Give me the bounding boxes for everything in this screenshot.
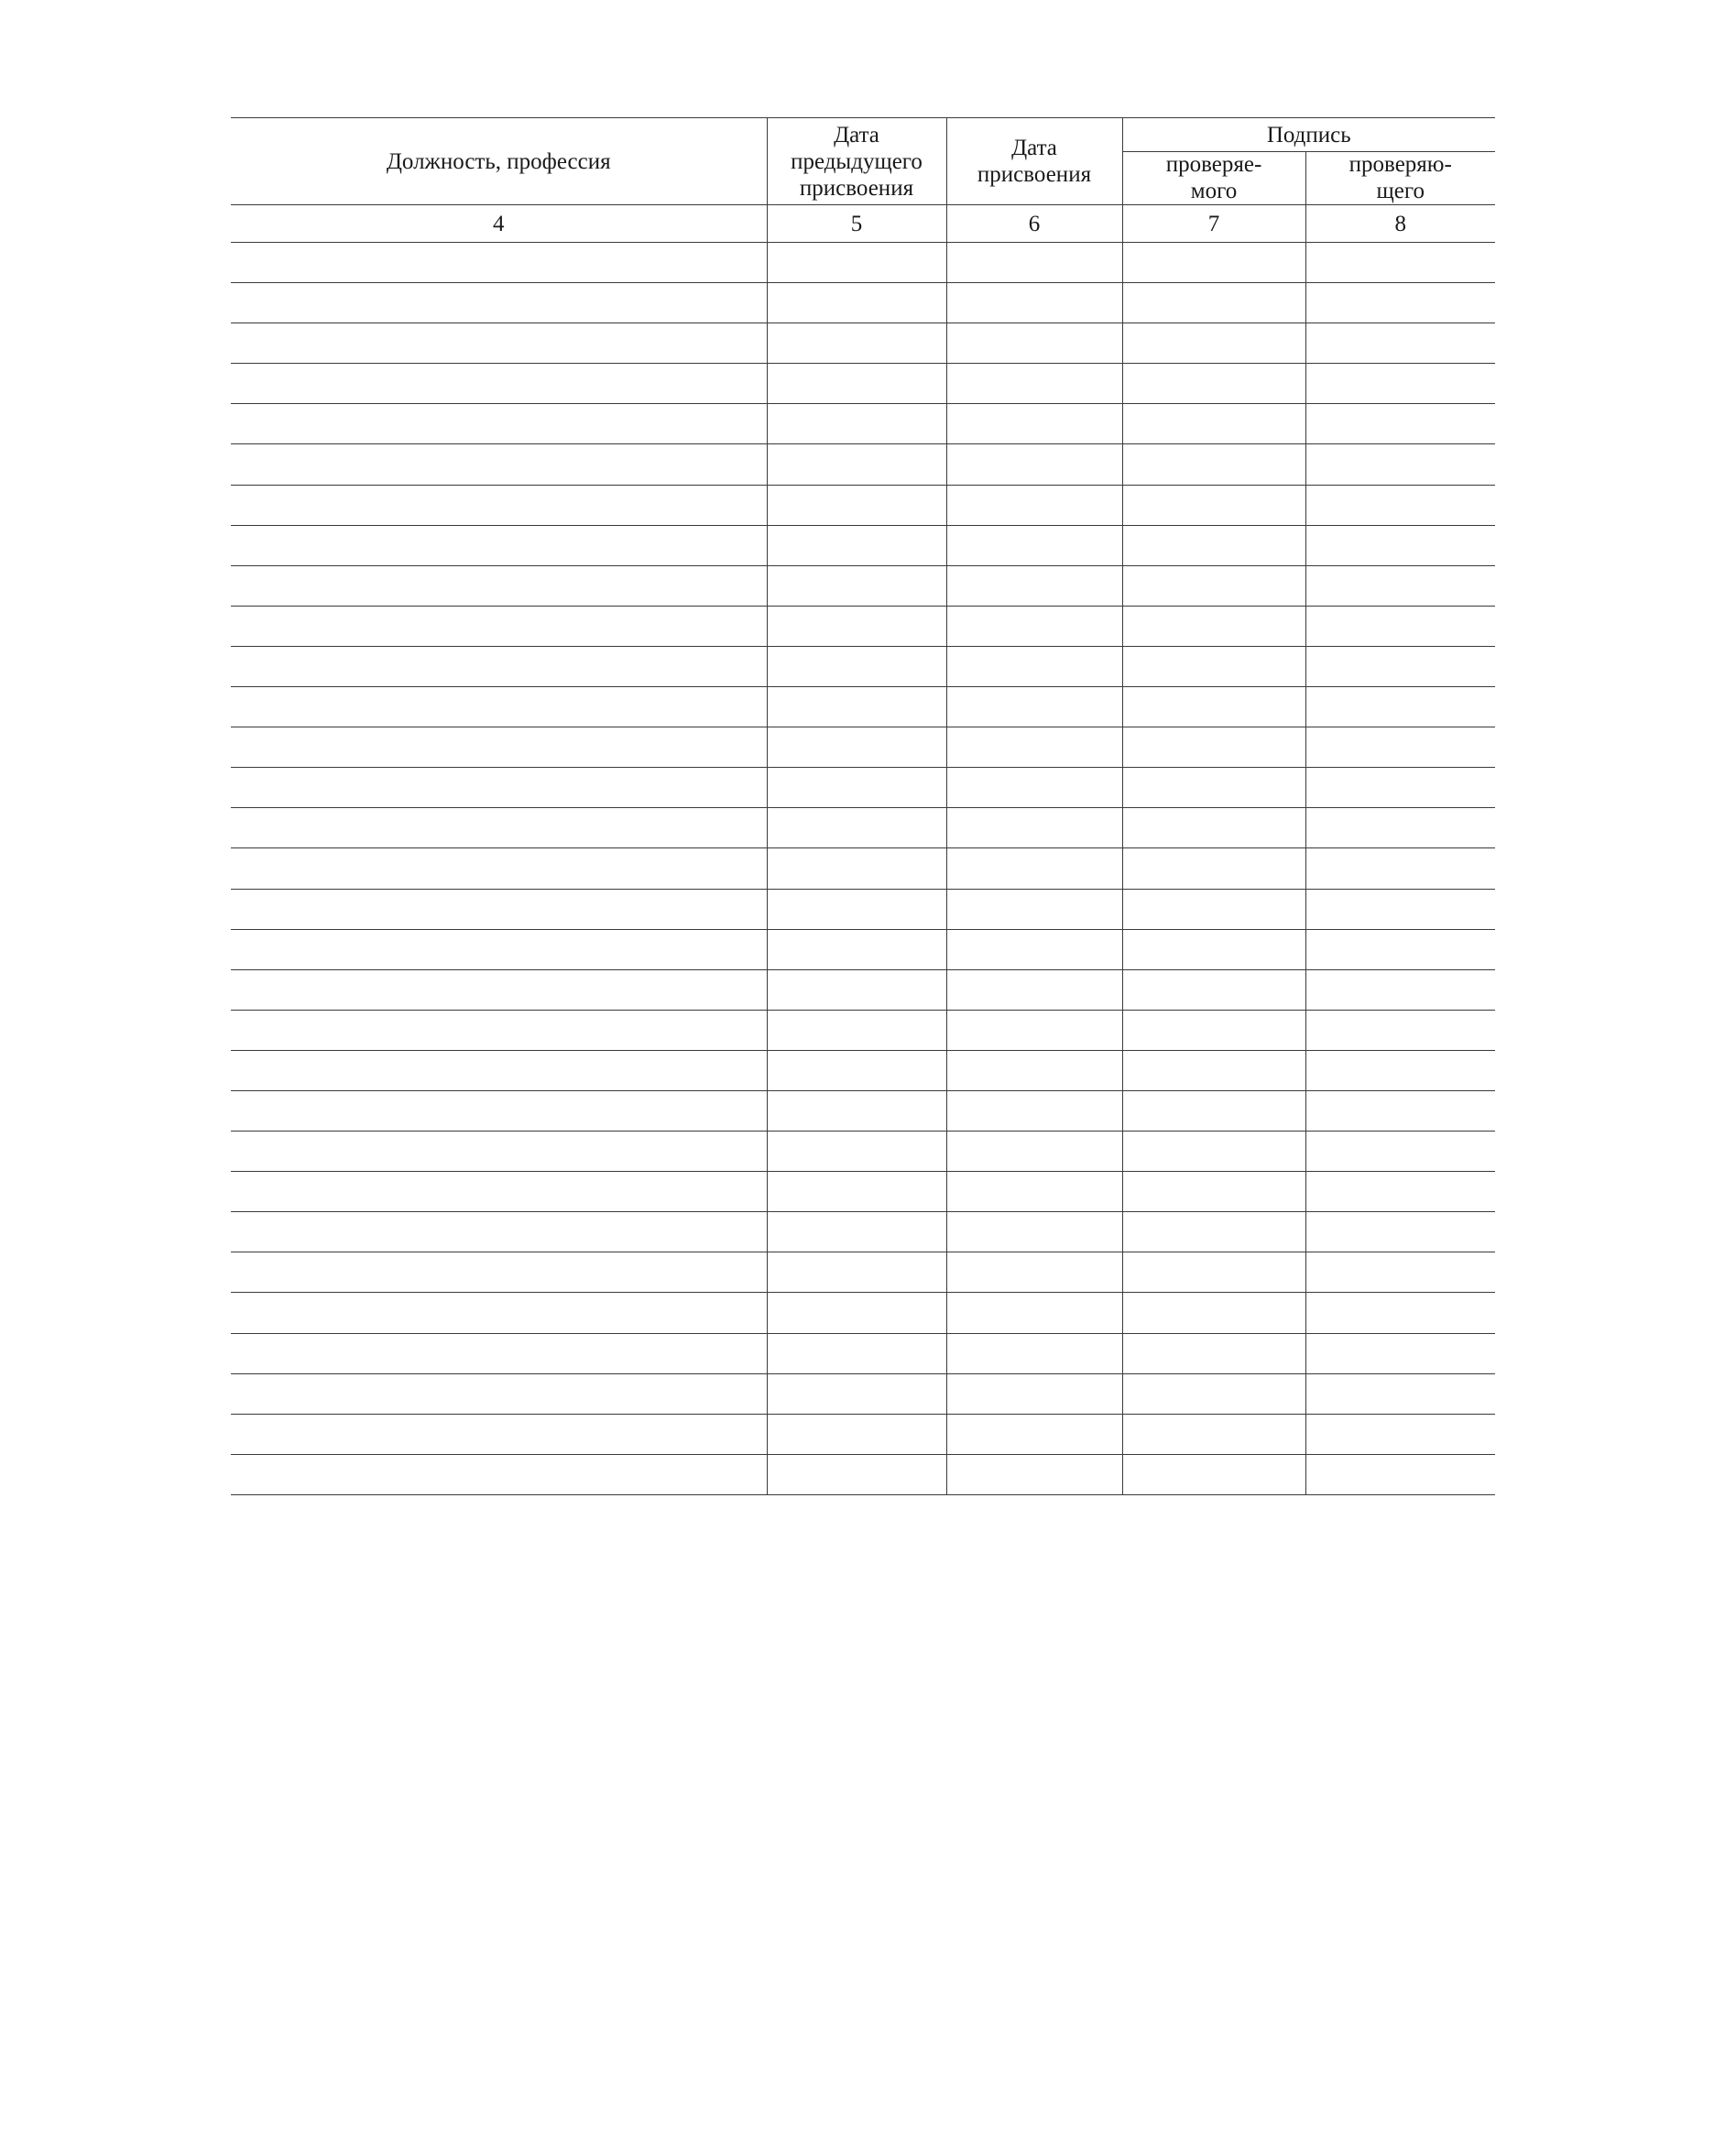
table-header: [231, 118, 1495, 243]
column-header-previous-date-line2: предыдущего: [791, 148, 923, 174]
cell-signature-checked[interactable]: [1122, 687, 1305, 727]
cell-signature-checker[interactable]: [1305, 889, 1495, 929]
cell-previous-date[interactable]: [767, 485, 946, 525]
cell-previous-date[interactable]: [767, 1090, 946, 1131]
column-number-row: [231, 205, 1495, 243]
cell-position[interactable]: [231, 485, 767, 525]
cell-signature-checker[interactable]: [1305, 1090, 1495, 1131]
table-row[interactable]: [231, 323, 1495, 364]
cell-assignment-date[interactable]: [946, 1010, 1122, 1050]
cell-previous-date[interactable]: [767, 1132, 946, 1172]
table-row[interactable]: [231, 283, 1495, 323]
cell-signature-checked[interactable]: [1122, 1293, 1305, 1333]
cell-position[interactable]: [231, 1172, 767, 1212]
cell-position[interactable]: [231, 1252, 767, 1293]
cell-signature-checker[interactable]: [1305, 1252, 1495, 1293]
column-header-position: [231, 118, 767, 205]
cell-signature-checked[interactable]: [1122, 1172, 1305, 1212]
table-row[interactable]: [231, 929, 1495, 969]
cell-signature-checked[interactable]: [1122, 1454, 1305, 1494]
cell-assignment-date[interactable]: [946, 727, 1122, 768]
cell-assignment-date[interactable]: [946, 1132, 1122, 1172]
cell-previous-date[interactable]: [767, 1293, 946, 1333]
cell-signature-checker[interactable]: [1305, 364, 1495, 404]
table-row[interactable]: [231, 646, 1495, 686]
cell-assignment-date[interactable]: [946, 929, 1122, 969]
cell-signature-checker[interactable]: [1305, 1333, 1495, 1373]
table-row[interactable]: [231, 889, 1495, 929]
cell-signature-checked[interactable]: [1122, 1050, 1305, 1090]
cell-signature-checker[interactable]: [1305, 485, 1495, 525]
cell-signature-checked[interactable]: [1122, 848, 1305, 889]
cell-assignment-date[interactable]: [946, 768, 1122, 808]
column-header-signature-group: [1122, 118, 1495, 152]
cell-position[interactable]: [231, 565, 767, 606]
cell-previous-date[interactable]: [767, 364, 946, 404]
cell-previous-date[interactable]: [767, 1212, 946, 1252]
cell-assignment-date[interactable]: [946, 848, 1122, 889]
table-row[interactable]: [231, 1293, 1495, 1333]
cell-previous-date[interactable]: [767, 768, 946, 808]
cell-signature-checker[interactable]: [1305, 1454, 1495, 1494]
cell-position[interactable]: [231, 727, 767, 768]
cell-signature-checked[interactable]: [1122, 969, 1305, 1010]
cell-assignment-date[interactable]: [946, 1172, 1122, 1212]
cell-signature-checker[interactable]: [1305, 768, 1495, 808]
cell-previous-date[interactable]: [767, 848, 946, 889]
table-row[interactable]: [231, 768, 1495, 808]
cell-signature-checked[interactable]: [1122, 606, 1305, 646]
cell-position[interactable]: [231, 1010, 767, 1050]
cell-assignment-date[interactable]: [946, 969, 1122, 1010]
cell-signature-checker[interactable]: [1305, 727, 1495, 768]
table-row[interactable]: [231, 1010, 1495, 1050]
cell-position[interactable]: [231, 768, 767, 808]
cell-assignment-date[interactable]: [946, 283, 1122, 323]
cell-signature-checked[interactable]: [1122, 1132, 1305, 1172]
column-header-signature-checker-line1: проверяю-: [1348, 152, 1452, 177]
cell-position[interactable]: [231, 444, 767, 485]
column-header-signature-checker-line2: щего: [1376, 178, 1425, 203]
cell-signature-checked[interactable]: [1122, 485, 1305, 525]
cell-position[interactable]: [231, 1454, 767, 1494]
cell-assignment-date[interactable]: [946, 1414, 1122, 1454]
cell-position[interactable]: [231, 243, 767, 283]
table-row[interactable]: [231, 444, 1495, 485]
table-row[interactable]: [231, 1212, 1495, 1252]
column-header-previous-date: [767, 118, 946, 205]
column-number-7: 7: [1122, 205, 1305, 243]
cell-signature-checker[interactable]: [1305, 1293, 1495, 1333]
cell-signature-checked[interactable]: [1122, 323, 1305, 364]
cell-signature-checked[interactable]: [1122, 1212, 1305, 1252]
cell-signature-checker[interactable]: [1305, 969, 1495, 1010]
cell-signature-checker[interactable]: [1305, 1373, 1495, 1414]
cell-signature-checked[interactable]: [1122, 1010, 1305, 1050]
cell-previous-date[interactable]: [767, 243, 946, 283]
cell-assignment-date[interactable]: [946, 1252, 1122, 1293]
cell-signature-checked[interactable]: [1122, 283, 1305, 323]
column-number-8: 8: [1305, 205, 1495, 243]
cell-signature-checked[interactable]: [1122, 404, 1305, 444]
cell-previous-date[interactable]: [767, 1050, 946, 1090]
cell-signature-checked[interactable]: [1122, 1333, 1305, 1373]
column-header-signature-checked-line1: проверяе-: [1165, 152, 1262, 177]
cell-assignment-date[interactable]: [946, 404, 1122, 444]
cell-previous-date[interactable]: [767, 889, 946, 929]
table-row[interactable]: [231, 364, 1495, 404]
cell-assignment-date[interactable]: [946, 646, 1122, 686]
cell-position[interactable]: [231, 848, 767, 889]
table-row[interactable]: [231, 525, 1495, 565]
cell-assignment-date[interactable]: [946, 1212, 1122, 1252]
cell-position[interactable]: [231, 889, 767, 929]
table-row[interactable]: [231, 565, 1495, 606]
cell-signature-checker[interactable]: [1305, 929, 1495, 969]
table-row[interactable]: [231, 1172, 1495, 1212]
column-header-signature-checker: [1305, 152, 1495, 205]
cell-position[interactable]: [231, 1212, 767, 1252]
cell-signature-checker[interactable]: [1305, 243, 1495, 283]
cell-signature-checker[interactable]: [1305, 848, 1495, 889]
cell-signature-checked[interactable]: [1122, 1373, 1305, 1414]
cell-signature-checked[interactable]: [1122, 1090, 1305, 1131]
cell-previous-date[interactable]: [767, 1454, 946, 1494]
cell-previous-date[interactable]: [767, 323, 946, 364]
cell-signature-checked[interactable]: [1122, 646, 1305, 686]
cell-signature-checker[interactable]: [1305, 687, 1495, 727]
cell-position[interactable]: [231, 283, 767, 323]
cell-previous-date[interactable]: [767, 969, 946, 1010]
cell-signature-checker[interactable]: [1305, 525, 1495, 565]
column-header-signature-checked-line2: мого: [1190, 178, 1238, 203]
column-number-6: 6: [946, 205, 1122, 243]
cell-previous-date[interactable]: [767, 929, 946, 969]
table-row[interactable]: [231, 969, 1495, 1010]
cell-position[interactable]: [231, 1373, 767, 1414]
column-number-4: 4: [231, 205, 767, 243]
cell-signature-checker[interactable]: [1305, 808, 1495, 848]
cell-signature-checked[interactable]: [1122, 727, 1305, 768]
table-row[interactable]: [231, 1454, 1495, 1494]
cell-assignment-date[interactable]: [946, 1293, 1122, 1333]
cell-previous-date[interactable]: [767, 727, 946, 768]
column-header-previous-date-line3: присвоения: [799, 175, 914, 201]
cell-assignment-date[interactable]: [946, 1090, 1122, 1131]
cell-signature-checker[interactable]: [1305, 444, 1495, 485]
column-header-position-label: Должность, профессия: [386, 148, 611, 174]
column-header-previous-date-line1: Дата: [834, 122, 879, 148]
cell-previous-date[interactable]: [767, 1252, 946, 1293]
table-row[interactable]: [231, 404, 1495, 444]
registration-table: [231, 117, 1495, 1495]
cell-signature-checker[interactable]: [1305, 646, 1495, 686]
column-header-signature-checked: [1122, 152, 1305, 205]
cell-signature-checked[interactable]: [1122, 243, 1305, 283]
cell-previous-date[interactable]: [767, 1172, 946, 1212]
cell-signature-checked[interactable]: [1122, 808, 1305, 848]
cell-assignment-date[interactable]: [946, 243, 1122, 283]
cell-position[interactable]: [231, 1050, 767, 1090]
cell-assignment-date[interactable]: [946, 565, 1122, 606]
cell-position[interactable]: [231, 929, 767, 969]
cell-previous-date[interactable]: [767, 444, 946, 485]
cell-signature-checker[interactable]: [1305, 1010, 1495, 1050]
table-row[interactable]: [231, 243, 1495, 283]
table-row[interactable]: [231, 687, 1495, 727]
cell-signature-checked[interactable]: [1122, 768, 1305, 808]
cell-assignment-date[interactable]: [946, 323, 1122, 364]
cell-signature-checked[interactable]: [1122, 889, 1305, 929]
cell-signature-checker[interactable]: [1305, 1414, 1495, 1454]
cell-assignment-date[interactable]: [946, 687, 1122, 727]
cell-assignment-date[interactable]: [946, 1373, 1122, 1414]
cell-previous-date[interactable]: [767, 687, 946, 727]
table-row[interactable]: [231, 1050, 1495, 1090]
cell-previous-date[interactable]: [767, 525, 946, 565]
cell-previous-date[interactable]: [767, 1333, 946, 1373]
cell-signature-checked[interactable]: [1122, 525, 1305, 565]
table-row[interactable]: [231, 727, 1495, 768]
cell-position[interactable]: [231, 1090, 767, 1131]
cell-assignment-date[interactable]: [946, 485, 1122, 525]
table-row[interactable]: [231, 1252, 1495, 1293]
cell-signature-checker[interactable]: [1305, 1132, 1495, 1172]
header-row-titles: [231, 118, 1495, 152]
cell-assignment-date[interactable]: [946, 606, 1122, 646]
cell-previous-date[interactable]: [767, 404, 946, 444]
cell-signature-checker[interactable]: [1305, 1212, 1495, 1252]
cell-position[interactable]: [231, 323, 767, 364]
table-row[interactable]: [231, 848, 1495, 889]
cell-previous-date[interactable]: [767, 646, 946, 686]
cell-position[interactable]: [231, 1132, 767, 1172]
table-row[interactable]: [231, 808, 1495, 848]
cell-previous-date[interactable]: [767, 565, 946, 606]
cell-assignment-date[interactable]: [946, 444, 1122, 485]
cell-previous-date[interactable]: [767, 1373, 946, 1414]
cell-position[interactable]: [231, 606, 767, 646]
table-row[interactable]: [231, 485, 1495, 525]
cell-signature-checker[interactable]: [1305, 1172, 1495, 1212]
cell-signature-checker[interactable]: [1305, 606, 1495, 646]
cell-signature-checked[interactable]: [1122, 1252, 1305, 1293]
cell-assignment-date[interactable]: [946, 364, 1122, 404]
cell-position[interactable]: [231, 404, 767, 444]
cell-position[interactable]: [231, 1293, 767, 1333]
cell-assignment-date[interactable]: [946, 808, 1122, 848]
cell-position[interactable]: [231, 687, 767, 727]
cell-position[interactable]: [231, 646, 767, 686]
cell-assignment-date[interactable]: [946, 525, 1122, 565]
column-header-signature-group-label: Подпись: [1266, 122, 1351, 148]
column-header-assignment-date-line2: присвоения: [977, 162, 1092, 187]
cell-previous-date[interactable]: [767, 808, 946, 848]
cell-assignment-date[interactable]: [946, 1454, 1122, 1494]
column-number-5: 5: [767, 205, 946, 243]
cell-signature-checker[interactable]: [1305, 1050, 1495, 1090]
cell-position[interactable]: [231, 1414, 767, 1454]
cell-signature-checked[interactable]: [1122, 1414, 1305, 1454]
column-header-assignment-date: [946, 118, 1122, 205]
cell-previous-date[interactable]: [767, 1010, 946, 1050]
cell-signature-checked[interactable]: [1122, 929, 1305, 969]
cell-previous-date[interactable]: [767, 606, 946, 646]
table-container: [231, 117, 1495, 1495]
column-header-assignment-date-line1: Дата: [1011, 136, 1057, 160]
cell-position[interactable]: [231, 364, 767, 404]
cell-signature-checked[interactable]: [1122, 444, 1305, 485]
table-row[interactable]: [231, 1132, 1495, 1172]
cell-signature-checked[interactable]: [1122, 364, 1305, 404]
cell-assignment-date[interactable]: [946, 1333, 1122, 1373]
cell-assignment-date[interactable]: [946, 889, 1122, 929]
table-row[interactable]: [231, 606, 1495, 646]
table-row[interactable]: [231, 1414, 1495, 1454]
cell-signature-checker[interactable]: [1305, 404, 1495, 444]
cell-signature-checker[interactable]: [1305, 323, 1495, 364]
cell-position[interactable]: [231, 525, 767, 565]
cell-position[interactable]: [231, 1333, 767, 1373]
cell-signature-checked[interactable]: [1122, 565, 1305, 606]
cell-position[interactable]: [231, 808, 767, 848]
cell-signature-checker[interactable]: [1305, 565, 1495, 606]
table-row[interactable]: [231, 1373, 1495, 1414]
table-row[interactable]: [231, 1333, 1495, 1373]
cell-previous-date[interactable]: [767, 1414, 946, 1454]
cell-position[interactable]: [231, 969, 767, 1010]
table-body: [231, 243, 1495, 1495]
cell-signature-checker[interactable]: [1305, 283, 1495, 323]
cell-previous-date[interactable]: [767, 283, 946, 323]
cell-assignment-date[interactable]: [946, 1050, 1122, 1090]
table-row[interactable]: [231, 1090, 1495, 1131]
